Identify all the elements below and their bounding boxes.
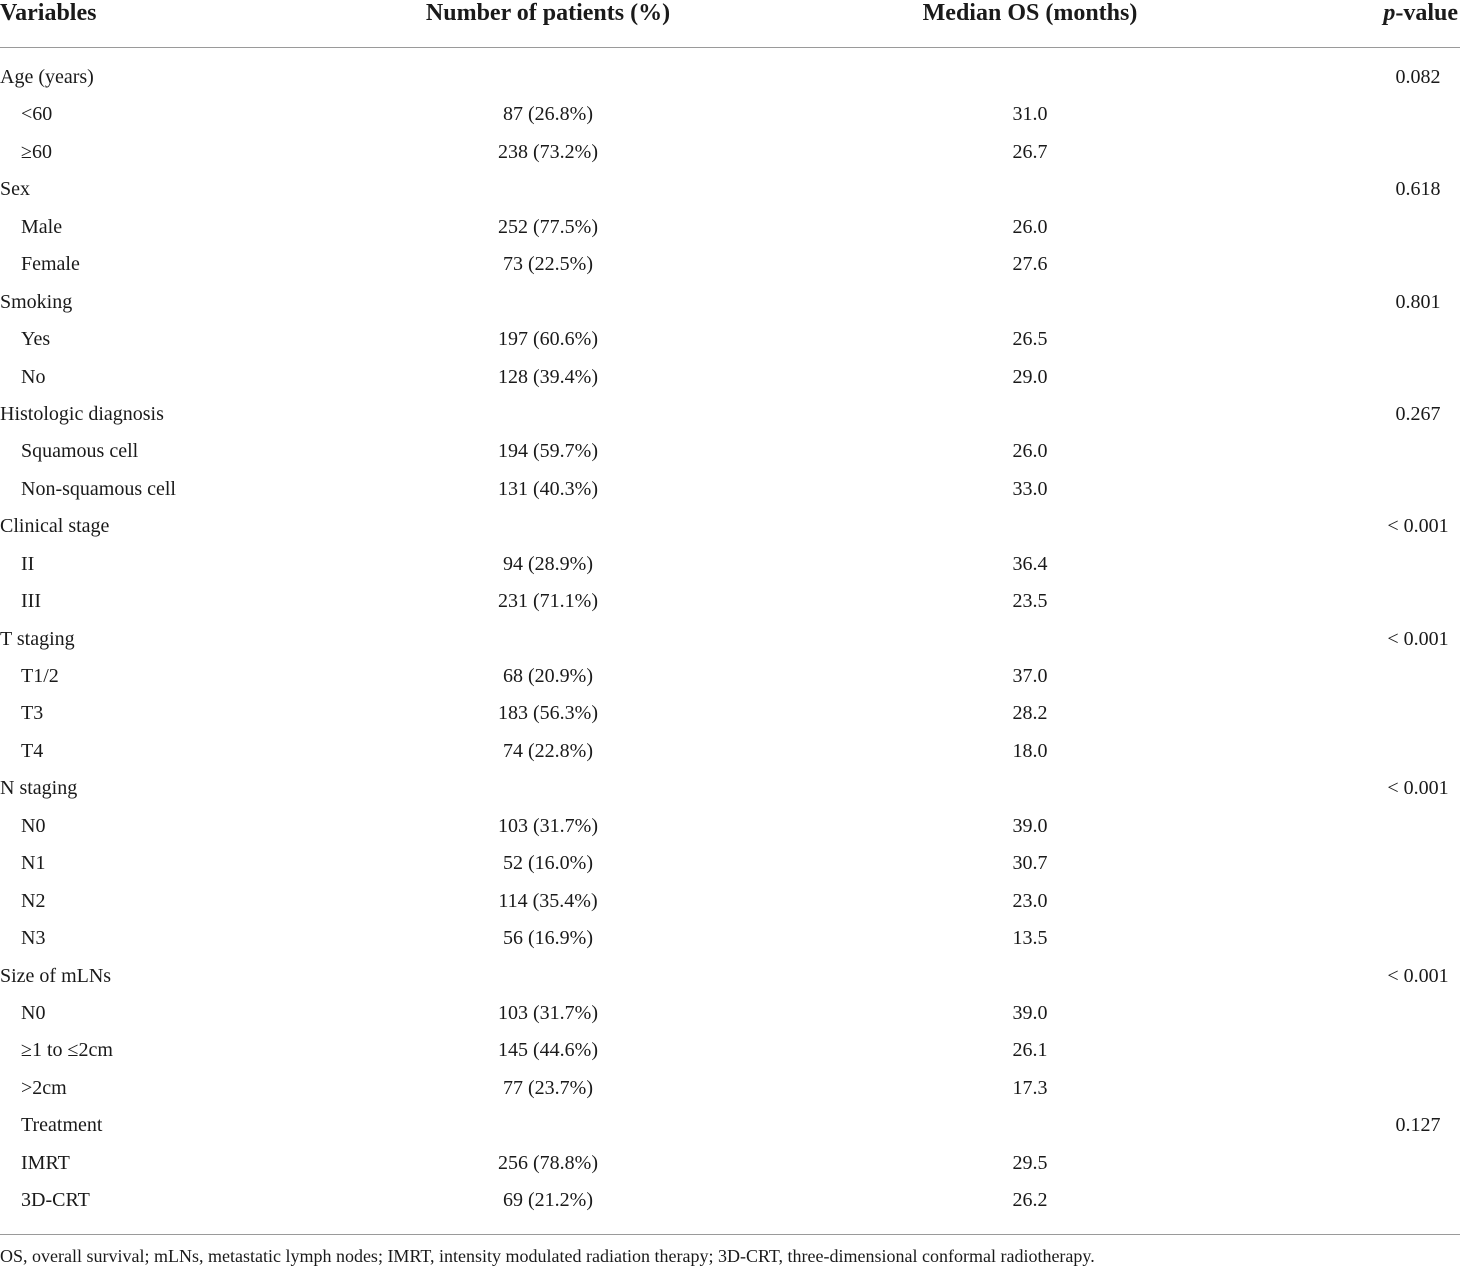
row-variable: III	[21, 590, 41, 613]
row-p-value: 0.618	[1395, 178, 1441, 201]
table-row	[0, 658, 1460, 695]
row-variable: >2cm	[21, 1076, 67, 1099]
row-patients: 197 (60.6%)	[498, 328, 598, 351]
row-variable: 3D-CRT	[21, 1189, 90, 1212]
row-median-os: 27.6	[1012, 253, 1048, 276]
row-patients: 131 (40.3%)	[498, 477, 598, 500]
row-variable: N0	[21, 814, 46, 837]
table-row	[0, 59, 1460, 96]
row-patients: 183 (56.3%)	[498, 702, 598, 725]
row-median-os: 26.1	[1012, 1039, 1048, 1062]
header-p-italic: p	[1383, 0, 1396, 26]
row-p-value: < 0.001	[1387, 627, 1449, 650]
table-row	[0, 433, 1460, 470]
row-variable: N1	[21, 852, 46, 875]
row-variable: N staging	[0, 777, 78, 800]
table-footnote: OS, overall survival; mLNs, metastatic lymph nodes; IMRT, intensity modulated radiation therapy; 3D-CRT, three-dimensional conformal radiotherapy.	[0, 1246, 1095, 1266]
row-patients: 231 (71.1%)	[498, 590, 598, 613]
table-row	[0, 396, 1460, 433]
row-median-os: 33.0	[1012, 477, 1048, 500]
row-median-os: 26.0	[1012, 440, 1048, 463]
row-median-os: 29.0	[1012, 365, 1048, 388]
row-p-value: < 0.001	[1387, 515, 1449, 538]
row-variable: <60	[21, 103, 53, 126]
row-patients: 238 (73.2%)	[498, 140, 598, 163]
row-median-os: 39.0	[1012, 1001, 1048, 1024]
row-variable: Treatment	[21, 1114, 103, 1137]
row-p-value: < 0.001	[1387, 777, 1449, 800]
row-variable: Sex	[0, 178, 30, 201]
table-row	[0, 995, 1460, 1032]
row-median-os: 31.0	[1012, 103, 1048, 126]
table-row	[0, 508, 1460, 545]
table-bottom-rule	[0, 1234, 1460, 1235]
table-row	[0, 1107, 1460, 1144]
row-patients: 68 (20.9%)	[503, 665, 593, 687]
row-p-value: 0.082	[1395, 66, 1441, 88]
row-median-os: 28.2	[1012, 702, 1048, 725]
table-header	[0, 0, 1460, 48]
row-patients: 194 (59.7%)	[498, 440, 598, 463]
row-median-os: 23.0	[1012, 889, 1048, 912]
row-median-os: 29.5	[1012, 1151, 1048, 1174]
row-patients: 114 (35.4%)	[498, 889, 598, 912]
row-patients: 73 (22.5%)	[503, 253, 593, 276]
row-variable: N3	[21, 927, 46, 950]
header-p-value	[1383, 0, 1458, 26]
table-row	[0, 1070, 1460, 1107]
table-row	[0, 134, 1460, 171]
table-row	[0, 321, 1460, 358]
table-row	[0, 583, 1460, 620]
row-patients: 56 (16.9%)	[503, 927, 593, 950]
table-row	[0, 246, 1460, 283]
survival-table	[0, 0, 1460, 48]
row-median-os: 30.7	[1012, 852, 1048, 875]
table-row	[0, 359, 1460, 396]
row-variable: Female	[21, 253, 80, 276]
row-median-os: 13.5	[1012, 927, 1048, 950]
row-variable: Yes	[21, 328, 51, 351]
row-patients: 52 (16.0%)	[503, 852, 593, 875]
row-variable: IMRT	[21, 1151, 70, 1174]
row-variable: ≥60	[21, 140, 52, 163]
row-p-value: 0.267	[1395, 402, 1441, 425]
row-variable: Histologic diagnosis	[0, 402, 164, 425]
row-variable: Clinical stage	[0, 515, 110, 538]
row-median-os: 26.5	[1012, 328, 1048, 351]
row-median-os: 26.0	[1012, 215, 1048, 238]
table-row	[0, 96, 1460, 133]
row-variable: Male	[21, 215, 63, 238]
row-patients: 103 (31.7%)	[498, 1001, 598, 1024]
row-variable: Smoking	[0, 290, 73, 313]
table-row	[0, 1182, 1460, 1219]
row-patients: 145 (44.6%)	[498, 1039, 598, 1062]
row-patients: 252 (77.5%)	[498, 215, 598, 238]
row-median-os: 17.3	[1012, 1076, 1048, 1099]
table-row	[0, 770, 1460, 807]
table-row	[0, 920, 1460, 957]
table-row	[0, 883, 1460, 920]
row-median-os: 26.7	[1012, 140, 1048, 163]
row-variable: T1/2	[21, 665, 59, 687]
row-p-value: 0.127	[1395, 1114, 1441, 1137]
table-row	[0, 471, 1460, 508]
table-row	[0, 733, 1460, 770]
row-variable: Non-squamous cell	[21, 477, 176, 500]
table-row	[0, 1032, 1460, 1069]
header-median-os: Median OS (months)	[922, 0, 1138, 26]
row-variable: Squamous cell	[21, 440, 139, 463]
table-row	[0, 845, 1460, 882]
row-variable: N0	[21, 1001, 46, 1024]
table-row	[0, 958, 1460, 995]
header-p-rest: -value	[1395, 0, 1458, 26]
table-row	[0, 1145, 1460, 1182]
row-variable: N2	[21, 889, 46, 912]
row-variable: No	[21, 365, 46, 388]
table-row	[0, 284, 1460, 321]
table-row	[0, 546, 1460, 583]
row-median-os: 18.0	[1012, 739, 1048, 762]
row-median-os: 37.0	[1012, 665, 1048, 687]
row-patients: 87 (26.8%)	[503, 103, 593, 126]
row-p-value: 0.801	[1395, 290, 1441, 313]
table-body	[0, 59, 1460, 1220]
row-patients: 94 (28.9%)	[503, 552, 593, 575]
row-patients: 128 (39.4%)	[498, 365, 598, 388]
table-row	[0, 171, 1460, 208]
row-p-value: < 0.001	[1387, 964, 1449, 987]
row-patients: 103 (31.7%)	[498, 814, 598, 837]
row-patients: 77 (23.7%)	[503, 1076, 593, 1099]
header-patients: Number of patients (%)	[425, 0, 671, 26]
row-variable: T4	[21, 739, 44, 762]
table-row	[0, 808, 1460, 845]
row-variable: T3	[21, 702, 44, 725]
table-row	[0, 695, 1460, 732]
row-median-os: 23.5	[1012, 590, 1048, 613]
row-median-os: 26.2	[1012, 1189, 1048, 1212]
row-patients: 256 (78.8%)	[498, 1151, 598, 1174]
table-row	[0, 621, 1460, 658]
table-row	[0, 209, 1460, 246]
row-median-os: 36.4	[1012, 552, 1048, 575]
header-variables: Variables	[0, 0, 97, 26]
row-variable: Age (years)	[0, 66, 94, 88]
row-patients: 69 (21.2%)	[503, 1189, 593, 1212]
row-variable: ≥1 to ≤2cm	[21, 1039, 113, 1062]
row-patients: 74 (22.8%)	[503, 739, 593, 762]
row-variable: II	[21, 552, 35, 575]
row-variable: T staging	[0, 627, 75, 650]
row-variable: Size of mLNs	[0, 964, 112, 987]
row-median-os: 39.0	[1012, 814, 1048, 837]
